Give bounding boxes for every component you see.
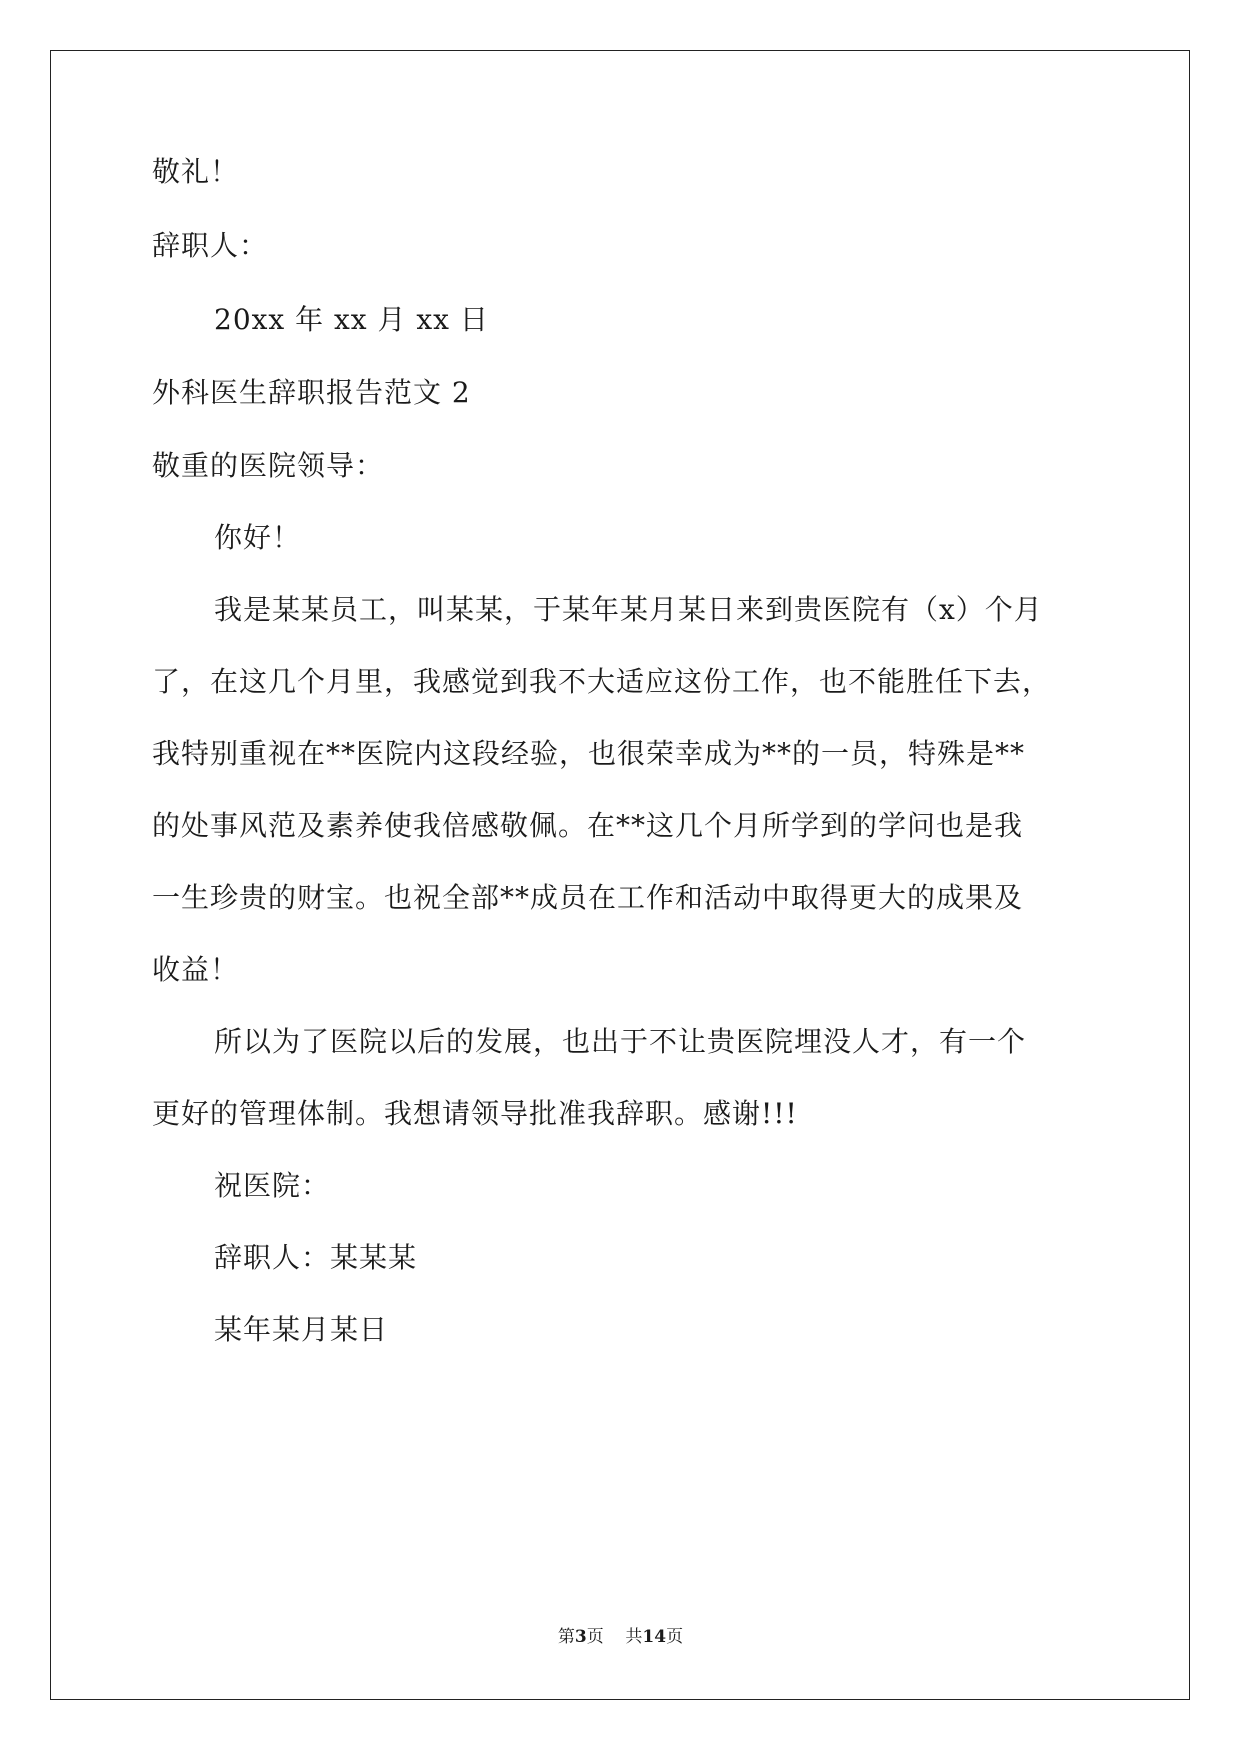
page-prefix: 第: [557, 1627, 575, 1647]
closing-salutation: 敬礼！: [152, 155, 240, 188]
body-text-line: 收益！: [152, 953, 240, 986]
wish-line: 祝医院：: [214, 1169, 331, 1202]
page-border: [50, 50, 1190, 1700]
signature-line: 辞职人：某某某: [214, 1241, 418, 1274]
total-prefix: 共: [625, 1627, 643, 1647]
total-suffix: 页: [666, 1627, 684, 1647]
body-text-line: 所以为了医院以后的发展，也出于不让贵医院埋没人才，有一个: [214, 1025, 1027, 1058]
section-title: 外科医生辞职报告范文 2: [152, 376, 471, 409]
body-text-line: 一生珍贵的财宝。也祝全部**成员在工作和活动中取得更大的成果及: [152, 881, 1024, 914]
page-number: 3: [574, 1627, 587, 1647]
recipient-line: 敬重的医院领导：: [152, 449, 385, 482]
page-suffix: 页: [586, 1627, 604, 1647]
body-text-line: 的处事风范及素养使我倍感敬佩。在**这几个月所学到的学问也是我: [152, 809, 1024, 842]
body-text-line: 更好的管理体制。我想请领导批准我辞职。感谢!!!: [152, 1097, 798, 1130]
total-pages: 14: [642, 1627, 667, 1647]
greeting-line: 你好！: [214, 521, 302, 554]
body-text-line: 我是某某员工，叫某某，于某年某月某日来到贵医院有（x）个月: [214, 593, 1043, 626]
date-line: 20xx 年 xx 月 xx 日: [214, 303, 489, 336]
body-text-line: 了，在这几个月里，我感觉到我不大适应这份工作，也不能胜任下去，: [152, 665, 1052, 698]
page-footer: [0, 1626, 1241, 1648]
body-text-line: 我特别重视在**医院内这段经验，也很荣幸成为**的一员，特殊是**: [152, 737, 1026, 770]
resigner-label: 辞职人：: [152, 229, 269, 262]
signature-date: 某年某月某日: [214, 1313, 389, 1346]
